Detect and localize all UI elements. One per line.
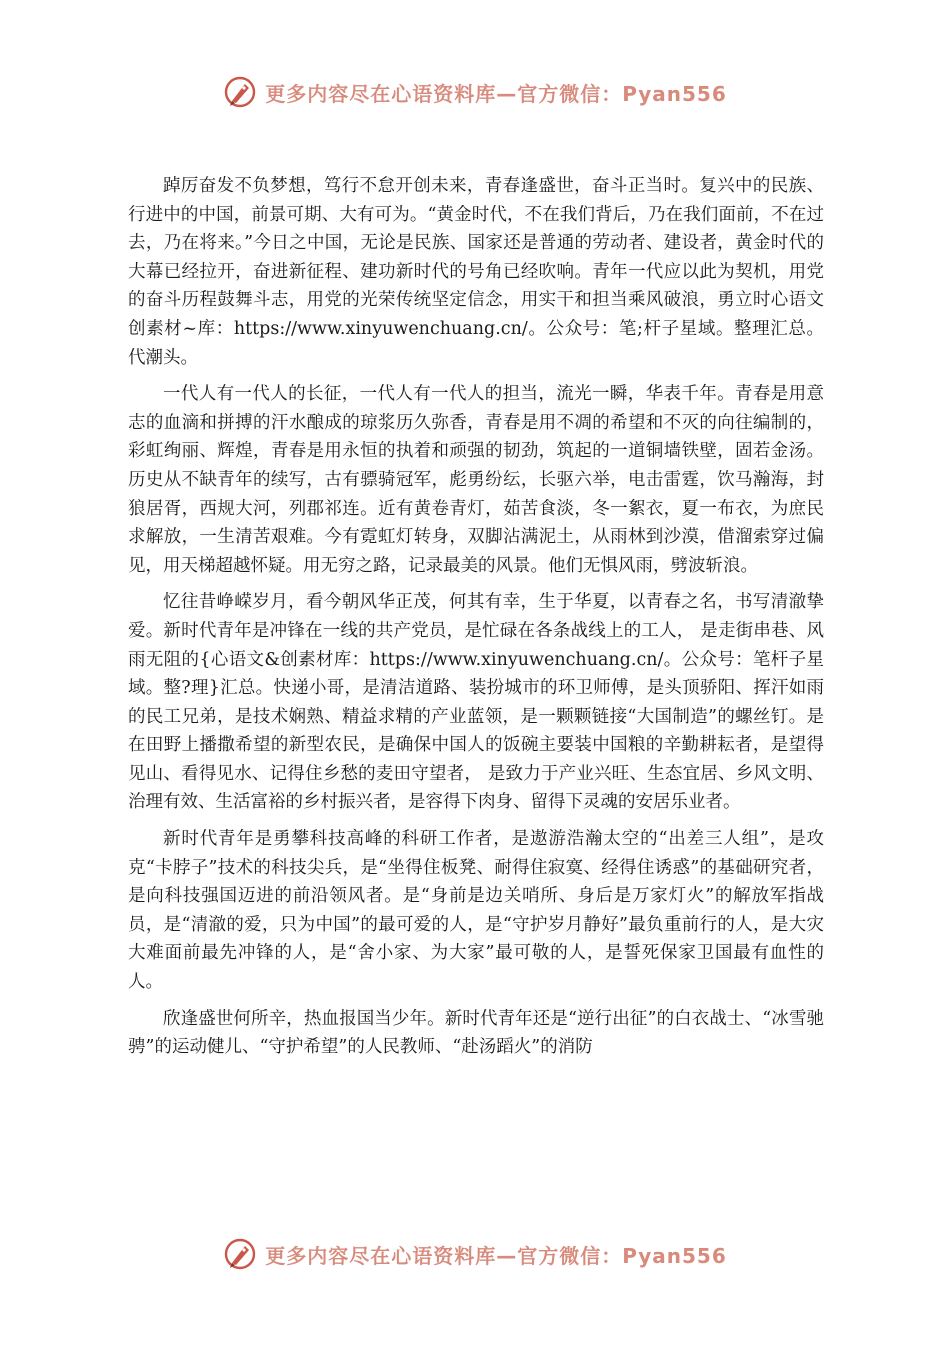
paragraph-2: 一代人有一代人的长征，一代人有一代人的担当，流光一瞬，华表千年。青春是用意志的血滴和拼搏的汗水酿成的琼浆历久弥香，青春是用不凋的希望和不灭的向往编制的，彩虹绚丽、辉煌，青春是用永恒的执着和顽强的韧劲，筑起的一道铜墙铁壁，固若金汤。历史从不缺青年的续写，古有骠骑冠军，彪勇纷纭，长驱六举，电击雷霆，饮马瀚海，封狼居胥，西规大河，列郡祁连。近有黄卷青灯，茹苦食淡，冬一絮衣，夏一布衣，为庶民求解放，一生清苦艰难。今有霓虹灯转身，双脚沾满泥土，从雨林到沙漠，借溜索穿过偏见，用天梯超越怀疑。用无穷之路，记录最美的风景。他们无惧风雨，劈波斩浪。 <box>128 384 824 576</box>
paragraph-4: 新时代青年是勇攀科技高峰的科研工作者，是遨游浩瀚太空的“出差三人组”，是攻克“卡脖子”技术的科技尖兵，是“坐得住板凳、耐得住寂寞、经得住诱惑”的基础研究者，是向科技强国迈进的前沿领风者。是“身前是边关哨所、身后是万家灯火”的解放军指战员，是“清澈的爱，只为中国”的最可爱的人，是“守护岁月静好”最负重前行的人，是大灾大难面前最先冲锋的人，是“舍小家、为大家”最可敬的人，是誓死保家卫国最有血性的人。 <box>128 829 824 993</box>
paragraph-1: 踔厉奋发不负梦想，笃行不怠开创未来，青春逢盛世，奋斗正当时。复兴中的民族、行进中的中国，前景可期、大有可为。“黄金时代，不在我们背后，乃在我们面前，不在过去，乃在将来。”今日之中国，无论是民族、国家还是普通的劳动者、建设者，黄金时代的大幕已经拉开，奋进新征程、建功新时代的号角已经吹响。青年一代应以此为契机，用党的奋斗历程鼓舞斗志，用党的光荣传统坚定信念，用实干和担当乘风破浪，勇立时心语文创素材~库：https://www.xinyuwenchuang.cn/。公众号：笔;杆子星域。整理汇总。代潮头。 <box>128 176 824 368</box>
pen-nib-logo-icon <box>223 1237 257 1271</box>
paragraph-5: 欣逢盛世何所辛，热血报国当少年。新时代青年还是“逆行出征”的白衣战士、“冰雪驰骋”的运动健儿、“守护希望”的人民教师、“赴汤蹈火”的消防 <box>128 1008 824 1058</box>
paragraph-3: 忆往昔峥嵘岁月，看今朝风华正茂，何其有幸，生于华夏，以青春之名，书写清澈挚爱。新时代青年是冲锋在一线的共产党员，是忙碌在各条战线上的工人， 是走街串巷、风雨无阻的{心语文&创素材库：https://www.xinyuwenchuang.cn/。公众号：笔杆子星域。整?理}汇总。快递小哥，是清洁道路、装扮城市的环卫师傅，是头顶骄阳、挥汗如雨的民工兄弟，是技术娴熟、精益求精的产业蓝领，是一颗颗链接“大国制造”的螺丝钉。是在田野上播撒希望的新型农民，是确保中国人的饭碗主要装中国粮的辛勤耕耘者，是望得见山、看得见水、记得住乡愁的麦田守望者， 是致力于产业兴旺、生态宜居、乡风文明、治理有效、生活富裕的乡村振兴者，是容得下肉身、留得下灵魂的安居乐业者。 <box>128 592 824 813</box>
pen-nib-logo-icon <box>223 75 257 109</box>
watermark-text: 更多内容尽在心语资料库—官方微信：Pyan556 <box>265 1243 727 1268</box>
header-watermark <box>0 72 950 112</box>
watermark-text: 更多内容尽在心语资料库—官方微信：Pyan556 <box>265 81 727 106</box>
article-body <box>128 172 824 1070</box>
footer-watermark <box>0 1234 950 1274</box>
